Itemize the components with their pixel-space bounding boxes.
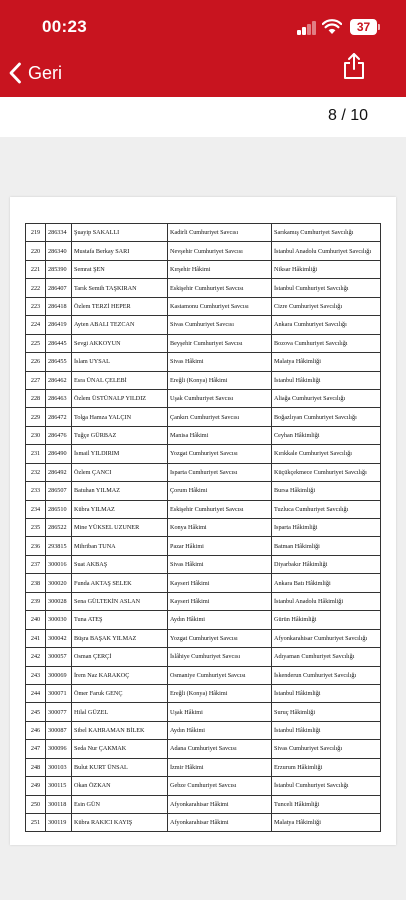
new-post-cell: Tuzluca Cumhuriyet Savcılığı <box>272 500 381 518</box>
chevron-left-icon <box>8 62 22 84</box>
row-number-cell: 250 <box>26 795 46 813</box>
table-row <box>26 721 381 739</box>
row-number-cell: 219 <box>26 224 46 242</box>
full-name-cell: İrem Naz KARAKOÇ <box>72 666 168 684</box>
registry-number-cell: 293815 <box>46 537 72 555</box>
new-post-cell: Gürün Hâkimliği <box>272 611 381 629</box>
new-post-cell: Niksar Hâkimliği <box>272 260 381 278</box>
new-post-cell: Erzurum Hâkimliği <box>272 758 381 776</box>
new-post-cell: İskenderun Cumhuriyet Savcılığı <box>272 666 381 684</box>
full-name-cell: Esra ÜNAL ÇELEBİ <box>72 371 168 389</box>
back-label: Geri <box>28 62 63 83</box>
new-post-cell: İstanbul Anadolu Cumhuriyet Savcılığı <box>272 242 381 260</box>
battery-tip <box>378 24 380 30</box>
full-name-cell: Batuhan YILMAZ <box>72 482 168 500</box>
full-name-cell: Hilal GÜZEL <box>72 703 168 721</box>
new-post-cell: İstanbul Hâkimliği <box>272 721 381 739</box>
new-post-cell: Suruç Hâkimliği <box>272 703 381 721</box>
current-post-cell: Eskişehir Cumhuriyet Savcısı <box>168 500 272 518</box>
registry-number-cell: 286340 <box>46 242 72 260</box>
row-number-cell: 232 <box>26 463 46 481</box>
registry-number-cell: 300020 <box>46 574 72 592</box>
full-name-cell: Mustafa Berkay SARI <box>72 242 168 260</box>
page-number: 8 / 10 <box>327 107 368 124</box>
new-post-cell: Ceyhan Hâkimliği <box>272 426 381 444</box>
registry-number-cell: 300119 <box>46 814 72 832</box>
row-number-cell: 227 <box>26 371 46 389</box>
registry-number-cell: 286522 <box>46 519 72 537</box>
page-indicator-bar <box>0 97 406 137</box>
table-row <box>26 519 381 537</box>
new-post-cell: Sarıkamış Cumhuriyet Savcılığı <box>272 224 381 242</box>
table-row <box>26 795 381 813</box>
table-row <box>26 629 381 647</box>
status-time: 00:23 <box>42 17 87 36</box>
registry-number-cell: 300071 <box>46 684 72 702</box>
wifi-icon <box>322 19 342 35</box>
registry-number-cell: 300028 <box>46 592 72 610</box>
row-number-cell: 226 <box>26 353 46 371</box>
current-post-cell: Afyonkarahisar Hâkimi <box>168 814 272 832</box>
current-post-cell: Pazar Hâkimi <box>168 537 272 555</box>
full-name-cell: Suat AKBAŞ <box>72 555 168 573</box>
table-row <box>26 224 381 242</box>
row-number-cell: 231 <box>26 445 46 463</box>
share-icon[interactable] <box>342 52 366 80</box>
registry-number-cell: 286419 <box>46 316 72 334</box>
row-number-cell: 230 <box>26 426 46 444</box>
new-post-cell: Malatya Hâkimliği <box>272 814 381 832</box>
registry-number-cell: 300042 <box>46 629 72 647</box>
row-number-cell: 234 <box>26 500 46 518</box>
row-number-cell: 222 <box>26 279 46 297</box>
current-post-cell: Sivas Hâkimi <box>168 353 272 371</box>
assignment-table <box>25 223 381 832</box>
table-row <box>26 703 381 721</box>
registry-number-cell: 286407 <box>46 279 72 297</box>
table-row <box>26 574 381 592</box>
registry-number-cell: 286455 <box>46 353 72 371</box>
new-post-cell: Adıyaman Cumhuriyet Savcılığı <box>272 648 381 666</box>
new-post-cell: İstanbul Cumhuriyet Savcılığı <box>272 777 381 795</box>
registry-number-cell: 286507 <box>46 482 72 500</box>
current-post-cell: Yozgat Cumhuriyet Savcısı <box>168 445 272 463</box>
table-row <box>26 814 381 832</box>
current-post-cell: Yozgat Cumhuriyet Savcısı <box>168 629 272 647</box>
new-post-cell: Cizre Cumhuriyet Savcılığı <box>272 297 381 315</box>
table-row <box>26 740 381 758</box>
full-name-cell: Esin GÜN <box>72 795 168 813</box>
top-bar <box>0 0 406 97</box>
registry-number-cell: 286492 <box>46 463 72 481</box>
row-number-cell: 251 <box>26 814 46 832</box>
registry-number-cell: 300087 <box>46 721 72 739</box>
full-name-cell: İslam UYSAL <box>72 353 168 371</box>
new-post-cell: Isparta Hâkimliği <box>272 519 381 537</box>
row-number-cell: 237 <box>26 555 46 573</box>
table-row <box>26 611 381 629</box>
table-row <box>26 555 381 573</box>
full-name-cell: Funda AKTAŞ SELEK <box>72 574 168 592</box>
table-row <box>26 260 381 278</box>
table-row <box>26 666 381 684</box>
full-name-cell: Mihriban TUNA <box>72 537 168 555</box>
current-post-cell: Ereğli (Konya) Hâkimi <box>168 684 272 702</box>
table-row <box>26 592 381 610</box>
new-post-cell: Boğazlıyan Cumhuriyet Savcılığı <box>272 408 381 426</box>
row-number-cell: 243 <box>26 666 46 684</box>
current-post-cell: Nevşehir Cumhuriyet Savcısı <box>168 242 272 260</box>
registry-number-cell: 286472 <box>46 408 72 426</box>
table-row <box>26 482 381 500</box>
table-row <box>26 648 381 666</box>
current-post-cell: İslâhiye Cumhuriyet Savcısı <box>168 648 272 666</box>
new-post-cell: Ankara Batı Hâkimliği <box>272 574 381 592</box>
cellular-signal-icon <box>297 21 317 35</box>
new-post-cell: Afyonkarahisar Cumhuriyet Savcılığı <box>272 629 381 647</box>
new-post-cell: İstanbul Anadolu Hâkimliği <box>272 592 381 610</box>
current-post-cell: Osmaniye Cumhuriyet Savcısı <box>168 666 272 684</box>
current-post-cell: İzmir Hâkimi <box>168 758 272 776</box>
row-number-cell: 242 <box>26 648 46 666</box>
row-number-cell: 239 <box>26 592 46 610</box>
table-row <box>26 500 381 518</box>
current-post-cell: Afyonkarahisar Hâkimi <box>168 795 272 813</box>
registry-number-cell: 286490 <box>46 445 72 463</box>
row-number-cell: 229 <box>26 408 46 426</box>
current-post-cell: Gebze Cumhuriyet Savcısı <box>168 777 272 795</box>
row-number-cell: 238 <box>26 574 46 592</box>
row-number-cell: 224 <box>26 316 46 334</box>
row-number-cell: 228 <box>26 389 46 407</box>
status-bar <box>0 15 406 41</box>
current-post-cell: Uşak Cumhuriyet Savcısı <box>168 389 272 407</box>
full-name-cell: Büşra BAŞAK YILMAZ <box>72 629 168 647</box>
registry-number-cell: 286510 <box>46 500 72 518</box>
new-post-cell: Batman Hâkimliği <box>272 537 381 555</box>
full-name-cell: Sena GÜLTEKİN ASLAN <box>72 592 168 610</box>
current-post-cell: Çankırı Cumhuriyet Savcısı <box>168 408 272 426</box>
full-name-cell: Semrat ŞEN <box>72 260 168 278</box>
full-name-cell: Kübra YILMAZ <box>72 500 168 518</box>
new-post-cell: Küçükçekmece Cumhuriyet Savcılığı <box>272 463 381 481</box>
current-post-cell: Kırşehir Hâkimi <box>168 260 272 278</box>
current-post-cell: Isparta Cumhuriyet Savcısı <box>168 463 272 481</box>
row-number-cell: 246 <box>26 721 46 739</box>
new-post-cell: Diyarbakır Hâkimliği <box>272 555 381 573</box>
row-number-cell: 249 <box>26 777 46 795</box>
row-number-cell: 248 <box>26 758 46 776</box>
current-post-cell: Ereğli (Konya) Hâkimi <box>168 371 272 389</box>
registry-number-cell: 286463 <box>46 389 72 407</box>
row-number-cell: 247 <box>26 740 46 758</box>
table-row <box>26 316 381 334</box>
table-body <box>26 224 381 832</box>
full-name-cell: Tuna ATEŞ <box>72 611 168 629</box>
full-name-cell: Ömer Faruk GENÇ <box>72 684 168 702</box>
table-row <box>26 297 381 315</box>
back-button[interactable] <box>8 58 62 88</box>
table-row <box>26 353 381 371</box>
new-post-cell: Malatya Hâkimliği <box>272 353 381 371</box>
current-post-cell: Manisa Hâkimi <box>168 426 272 444</box>
new-post-cell: Tunceli Hâkimliği <box>272 795 381 813</box>
full-name-cell: Özlem TERZİ HEPER <box>72 297 168 315</box>
new-post-cell: İstanbul Hâkimliği <box>272 684 381 702</box>
new-post-cell: İstanbul Cumhuriyet Savcılığı <box>272 279 381 297</box>
current-post-cell: Kayseri Hâkimi <box>168 592 272 610</box>
registry-number-cell: 286418 <box>46 297 72 315</box>
registry-number-cell: 300057 <box>46 648 72 666</box>
current-post-cell: Aydın Hâkimi <box>168 721 272 739</box>
new-post-cell: Bursa Hâkimliği <box>272 482 381 500</box>
row-number-cell: 221 <box>26 260 46 278</box>
full-name-cell: Ayten ABALI TEZCAN <box>72 316 168 334</box>
battery-icon: 37 <box>350 19 377 35</box>
row-number-cell: 225 <box>26 334 46 352</box>
registry-number-cell: 286476 <box>46 426 72 444</box>
full-name-cell: Bulut KURT ÜNSAL <box>72 758 168 776</box>
table-row <box>26 389 381 407</box>
new-post-cell: Aliağa Cumhuriyet Savcılığı <box>272 389 381 407</box>
full-name-cell: Okan ÖZKAN <box>72 777 168 795</box>
current-post-cell: Sivas Cumhuriyet Savcısı <box>168 316 272 334</box>
registry-number-cell: 286462 <box>46 371 72 389</box>
registry-number-cell: 286334 <box>46 224 72 242</box>
document-page <box>10 197 396 845</box>
table-row <box>26 242 381 260</box>
row-number-cell: 240 <box>26 611 46 629</box>
current-post-cell: Kastamonu Cumhuriyet Savcısı <box>168 297 272 315</box>
full-name-cell: İsmail YILDIRIM <box>72 445 168 463</box>
full-name-cell: Mine YÜKSEL UZUNER <box>72 519 168 537</box>
full-name-cell: Özlem ÇANCI <box>72 463 168 481</box>
registry-number-cell: 300069 <box>46 666 72 684</box>
table-row <box>26 684 381 702</box>
row-number-cell: 233 <box>26 482 46 500</box>
table-row <box>26 408 381 426</box>
row-number-cell: 235 <box>26 519 46 537</box>
table-row <box>26 445 381 463</box>
table-row <box>26 371 381 389</box>
table-row <box>26 334 381 352</box>
registry-number-cell: 300103 <box>46 758 72 776</box>
registry-number-cell: 300016 <box>46 555 72 573</box>
new-post-cell: Ankara Cumhuriyet Savcılığı <box>272 316 381 334</box>
table-row <box>26 279 381 297</box>
row-number-cell: 223 <box>26 297 46 315</box>
full-name-cell: Özlem ÜSTÜNALP YILDIZ <box>72 389 168 407</box>
current-post-cell: Kadirli Cumhuriyet Savcısı <box>168 224 272 242</box>
row-number-cell: 244 <box>26 684 46 702</box>
current-post-cell: Aydın Hâkimi <box>168 611 272 629</box>
full-name-cell: Sibel KAHRAMAN BİLEK <box>72 721 168 739</box>
full-name-cell: Osman ÇERÇİ <box>72 648 168 666</box>
table-row <box>26 777 381 795</box>
registry-number-cell: 300096 <box>46 740 72 758</box>
registry-number-cell: 285390 <box>46 260 72 278</box>
current-post-cell: Çorum Hâkimi <box>168 482 272 500</box>
current-post-cell: Uşak Hâkimi <box>168 703 272 721</box>
registry-number-cell: 300030 <box>46 611 72 629</box>
table-row <box>26 463 381 481</box>
table-row <box>26 426 381 444</box>
full-name-cell: Tarık Semih TAŞKIRAN <box>72 279 168 297</box>
current-post-cell: Eskişehir Cumhuriyet Savcısı <box>168 279 272 297</box>
document-viewer[interactable] <box>0 137 406 900</box>
registry-number-cell: 300077 <box>46 703 72 721</box>
row-number-cell: 236 <box>26 537 46 555</box>
new-post-cell: Kırıkkale Cumhuriyet Savcılığı <box>272 445 381 463</box>
registry-number-cell: 300115 <box>46 777 72 795</box>
current-post-cell: Kayseri Hâkimi <box>168 574 272 592</box>
full-name-cell: Şuayip SAKALLI <box>72 224 168 242</box>
full-name-cell: Tuğçe GÜRBAZ <box>72 426 168 444</box>
full-name-cell: Tolga Hamza YALÇIN <box>72 408 168 426</box>
new-post-cell: Bozova Cumhuriyet Savcılığı <box>272 334 381 352</box>
registry-number-cell: 286445 <box>46 334 72 352</box>
table-row <box>26 537 381 555</box>
current-post-cell: Adana Cumhuriyet Savcısı <box>168 740 272 758</box>
new-post-cell: İstanbul Hâkimliği <box>272 371 381 389</box>
table-row <box>26 758 381 776</box>
full-name-cell: Kübra RAKICI KAYIŞ <box>72 814 168 832</box>
row-number-cell: 220 <box>26 242 46 260</box>
current-post-cell: Sivas Hâkimi <box>168 555 272 573</box>
full-name-cell: Seda Nur ÇAKMAK <box>72 740 168 758</box>
registry-number-cell: 300118 <box>46 795 72 813</box>
row-number-cell: 245 <box>26 703 46 721</box>
new-post-cell: Sivas Cumhuriyet Savcılığı <box>272 740 381 758</box>
current-post-cell: Beyşehir Cumhuriyet Savcısı <box>168 334 272 352</box>
row-number-cell: 241 <box>26 629 46 647</box>
current-post-cell: Konya Hâkimi <box>168 519 272 537</box>
full-name-cell: Sevgi AKKOYUN <box>72 334 168 352</box>
